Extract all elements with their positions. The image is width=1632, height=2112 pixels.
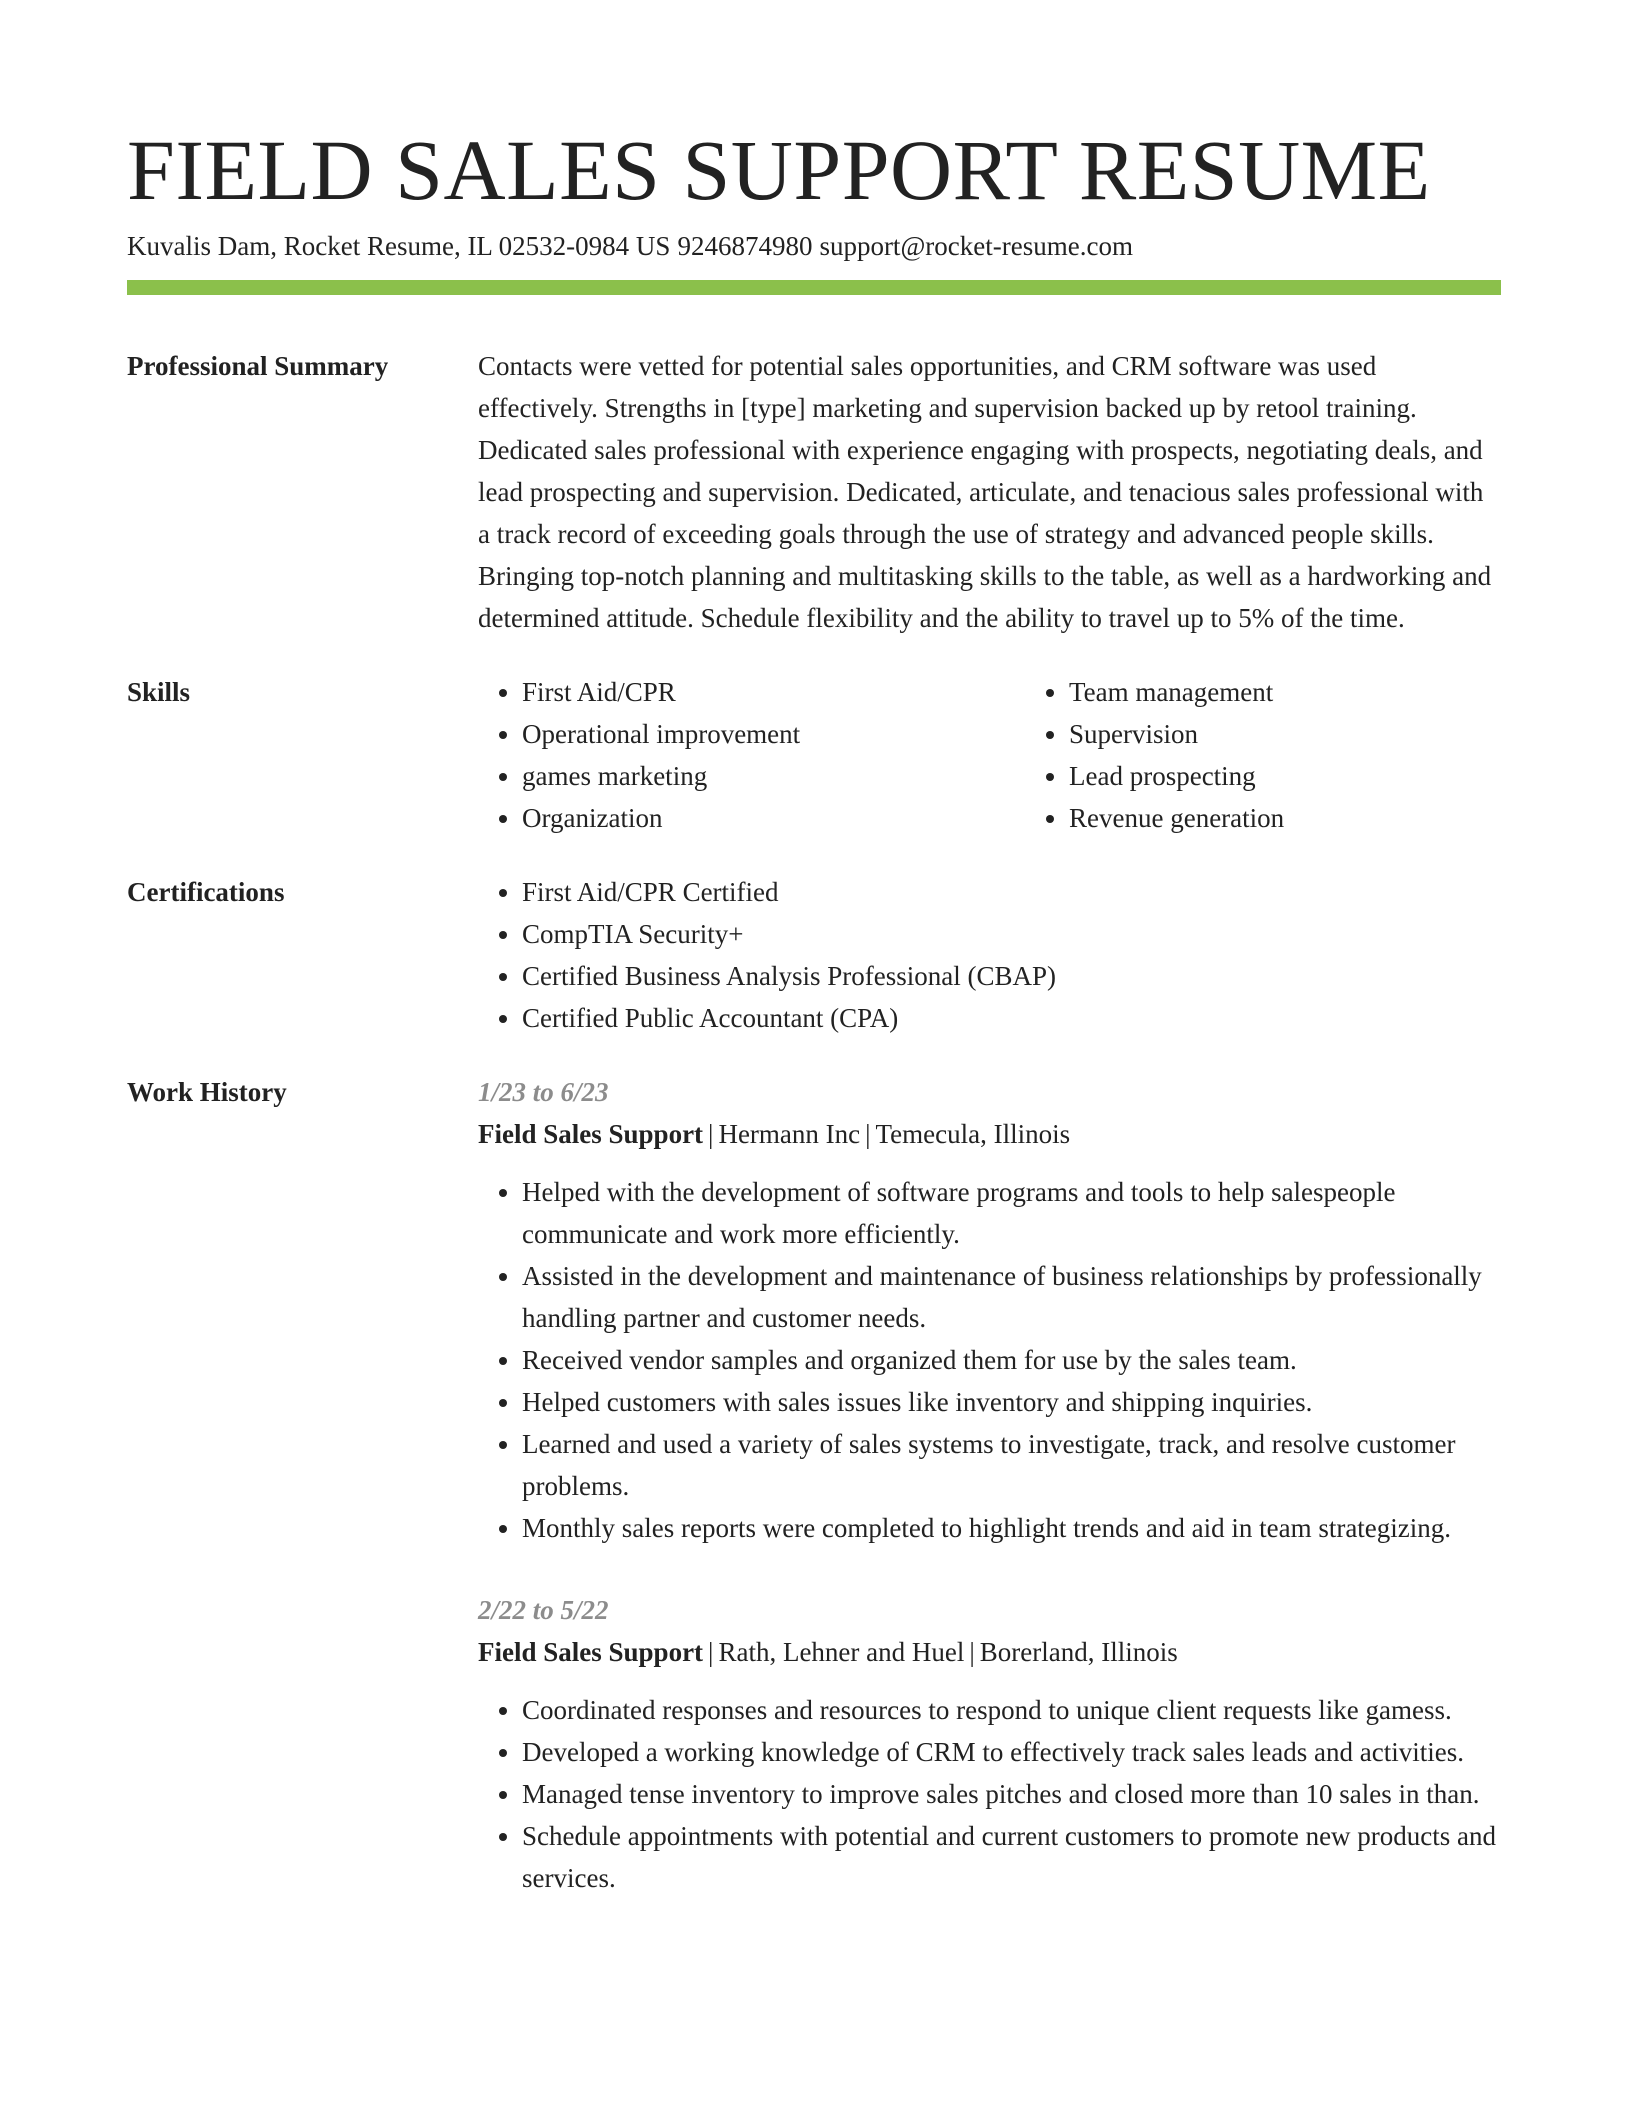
- job-entry: [478, 1589, 1501, 1899]
- skill-item: • Team management: [1069, 671, 1572, 713]
- header-accent-divider: [127, 280, 1501, 295]
- skill-item: • Lead prospecting: [1069, 755, 1572, 797]
- job-bullet: • Received vendor samples and organized them for use by the sales team.: [522, 1339, 1501, 1381]
- job-company: Rath, Lehner and Huel: [718, 1637, 965, 1667]
- separator: |: [865, 1119, 871, 1149]
- summary-text: Contacts were vetted for potential sales opportunities, and CRM software was used effectively. Strengths in [type] marketing and supervision backed up by retool training. Dedicated sales professional with experience engaging with prospects, negotiating deals, and lead prospecting and supervision. Dedicated, articulate, and tenacious sales professional with a track record of exceeding goals through the use of strategy and advanced people skills. Bringing top-notch planning and multitasking skills to the table, as well as a hardworking and determined attitude. Schedule flexibility and the ability to travel up to 5% of the time.: [478, 351, 1492, 633]
- job-bullet: • Helped customers with sales issues like inventory and shipping inquiries.: [522, 1381, 1501, 1423]
- section-label: Certifications: [127, 877, 285, 907]
- skill-item: • First Aid/CPR: [522, 671, 1025, 713]
- section-label: Skills: [127, 677, 191, 707]
- job-bullet: • Monthly sales reports were completed to highlight trends and aid in team strategizing.: [522, 1507, 1501, 1549]
- certification-item: • Certified Public Accountant (CPA): [522, 997, 1501, 1039]
- job-bullet: • Developed a working knowledge of CRM to effectively track sales leads and activities.: [522, 1731, 1501, 1773]
- job-dates: 1/23 to 6/23: [478, 1077, 609, 1107]
- job-company: Hermann Inc: [718, 1119, 861, 1149]
- job-bullets: [478, 1171, 1501, 1549]
- job-heading: [478, 1113, 1501, 1155]
- job-bullet: • Learned and used a variety of sales systems to investigate, track, and resolve customer problems.: [522, 1423, 1501, 1507]
- certification-item: • Certified Business Analysis Professional (CBAP): [522, 955, 1501, 997]
- certifications-list: [478, 871, 1501, 1039]
- separator: |: [708, 1119, 714, 1149]
- certifications-section: [127, 871, 1501, 1039]
- job-bullet: • Coordinated responses and resources to respond to unique client requests like gamess.: [522, 1689, 1501, 1731]
- job-bullets: [478, 1689, 1501, 1899]
- certification-item: • CompTIA Security+: [522, 913, 1501, 955]
- separator: |: [969, 1637, 975, 1667]
- job-bullet: • Managed tense inventory to improve sales pitches and closed more than 10 sales in than.: [522, 1773, 1501, 1815]
- certification-item: • First Aid/CPR Certified: [522, 871, 1501, 913]
- section-label: Professional Summary: [127, 351, 389, 381]
- section-label: Work History: [127, 1077, 287, 1107]
- job-title: Field Sales Support: [478, 1637, 704, 1667]
- job-title: Field Sales Support: [478, 1119, 704, 1149]
- skill-item: • Operational improvement: [522, 713, 1025, 755]
- resume-title: FIELD SALES SUPPORT RESUME: [127, 122, 1431, 218]
- contact-line: [127, 228, 1501, 264]
- separator: |: [708, 1637, 714, 1667]
- skills-list-left: [478, 671, 1025, 839]
- skill-item: • games marketing: [522, 755, 1025, 797]
- contact-phone: 9246874980: [677, 231, 813, 261]
- skills-section: [127, 671, 1501, 839]
- skill-item: • Supervision: [1069, 713, 1572, 755]
- job-heading: [478, 1631, 1501, 1673]
- skills-grid: [478, 671, 1572, 839]
- job-dates: 2/22 to 5/22: [478, 1595, 609, 1625]
- skills-list-right: [1025, 671, 1572, 839]
- job-bullet: • Assisted in the development and maintenance of business relationships by professionally handling partner and customer needs.: [522, 1255, 1501, 1339]
- job-bullet: • Schedule appointments with potential and current customers to promote new products and services.: [522, 1815, 1501, 1899]
- contact-address: Kuvalis Dam, Rocket Resume, IL 02532-0984 US: [127, 231, 671, 261]
- job-location: Temecula, Illinois: [875, 1119, 1071, 1149]
- professional-summary-section: [127, 345, 1501, 639]
- contact-email: support@rocket-resume.com: [819, 231, 1133, 261]
- work-history-section: [127, 1071, 1501, 1939]
- job-bullet: • Helped with the development of software programs and tools to help salespeople communicate and work more efficiently.: [522, 1171, 1501, 1255]
- job-location: Borerland, Illinois: [979, 1637, 1178, 1667]
- resume-page: [127, 120, 1501, 1939]
- skill-item: • Revenue generation: [1069, 797, 1572, 839]
- job-entry: [478, 1071, 1501, 1549]
- skill-item: • Organization: [522, 797, 1025, 839]
